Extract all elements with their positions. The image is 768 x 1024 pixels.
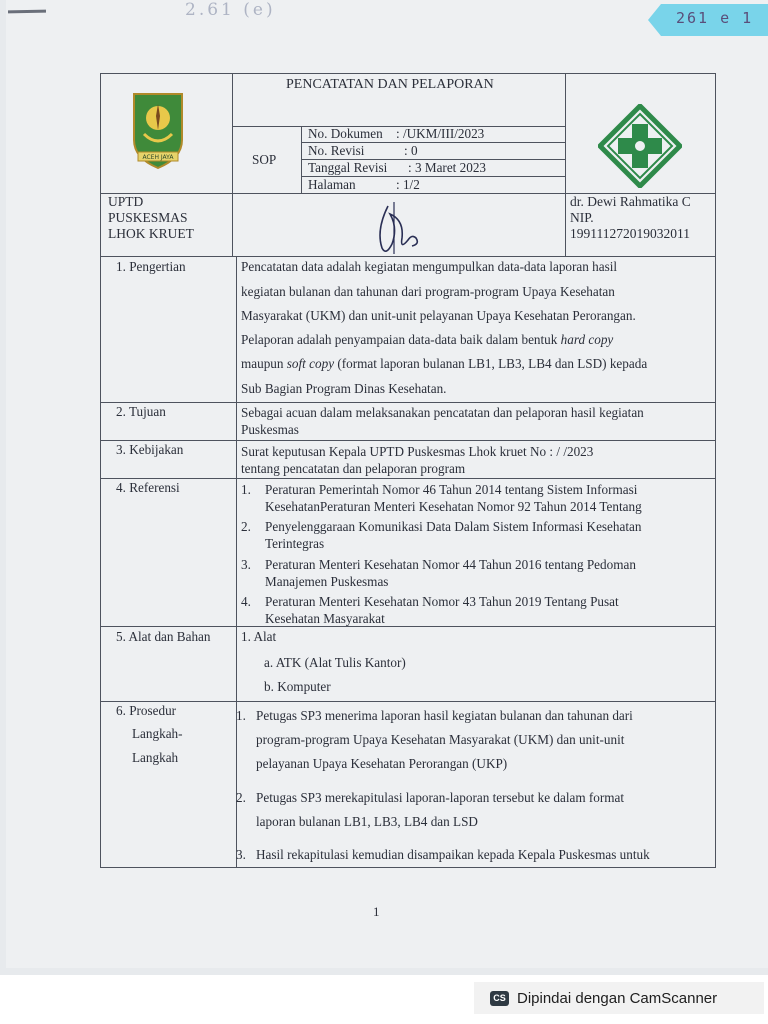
referensi-line: KesehatanPeraturan Menteri Kesehatan Nomor 92 Tahun 2014 Tentang <box>265 499 642 514</box>
camscanner-icon: CS <box>490 991 509 1006</box>
prosedur-line: pelayanan Upaya Kesehatan Perorangan (UKP) <box>256 756 508 771</box>
pengertian-line: kegiatan bulanan dan tahunan dari program-program Upaya Kesehatan <box>241 284 615 299</box>
doc-number-label: No. Dokumen <box>308 126 383 141</box>
signature-icon <box>368 200 428 260</box>
pengertian-line: Pelaporan adalah penyampaian data-data baik dalam bentuk hard copy <box>241 332 614 347</box>
section-label-referensi: 4. Referensi <box>116 480 180 495</box>
prosedur-line: program-program Upaya Kesehatan Masyarakat (UKM) dan unit-unit <box>256 732 625 747</box>
revision-date-value: : 3 Maret 2023 <box>408 160 487 175</box>
referensi-line: Manajemen Puskesmas <box>265 574 389 589</box>
org-line-3: LHOK KRUET <box>108 226 194 241</box>
prosedur-number: 2. <box>236 790 246 805</box>
handwritten-note: 2.61 (e) <box>185 0 276 20</box>
prosedur-number: 3. <box>236 847 246 862</box>
revision-date-label: Tanggal Revisi <box>308 160 388 175</box>
camscanner-text: Dipindai dengan CamScanner <box>517 989 718 1007</box>
page-value: : 1/2 <box>396 177 420 192</box>
prosedur-line: Hasil rekapitulasi kemudian disampaikan kepada Kepala Puskesmas untuk <box>256 847 650 862</box>
referensi-number: 2. <box>241 519 251 534</box>
section-label-prosedur: Langkah- <box>132 726 183 741</box>
referensi-line: Peraturan Menteri Kesehatan Nomor 43 Tahun 2019 Tentang Pusat <box>265 594 619 609</box>
section-label-prosedur: Langkah <box>132 750 179 765</box>
org-line-1: UPTD <box>108 194 144 209</box>
signer-nip-label: NIP. <box>570 210 594 225</box>
section-label-prosedur: 6. Prosedur <box>116 703 177 718</box>
kebijakan-line: tentang pencatatan dan pelaporan program <box>241 461 466 476</box>
tujuan-line: Puskesmas <box>241 422 299 437</box>
pengertian-line: Pencatatan data adalah kegiatan mengumpulkan data-data laporan hasil <box>241 259 618 274</box>
camscanner-label <box>474 984 717 1012</box>
referensi-number: 1. <box>241 482 251 497</box>
puskesmas-logo-icon <box>598 104 682 188</box>
corner-tab-label: 261 e 1 <box>676 9 754 27</box>
page-label: Halaman <box>308 177 356 192</box>
referensi-line: Peraturan Menteri Kesehatan Nomor 44 Tahun 2016 tentang Pedoman <box>265 557 636 572</box>
org-line-2: PUSKESMAS <box>108 210 188 225</box>
signer-name: dr. Dewi Rahmatika C <box>570 194 691 209</box>
prosedur-line: Petugas SP3 merekapitulasi laporan-laporan tersebut ke dalam format <box>256 790 625 805</box>
section-label-kebijakan: 3. Kebijakan <box>116 442 184 457</box>
aceh-jaya-emblem-icon <box>126 90 190 170</box>
tujuan-line: Sebagai acuan dalam melaksanakan pencatatan dan pelaporan hasil kegiatan <box>241 405 644 420</box>
section-label-pengertian: 1. Pengertian <box>116 259 186 274</box>
page-number: 1 <box>373 904 380 919</box>
prosedur-line: Petugas SP3 menerima laporan hasil kegiatan bulanan dan tahunan dari <box>256 708 633 723</box>
referensi-number: 3. <box>241 557 251 572</box>
referensi-line: Penyelenggaraan Komunikasi Data Dalam Sistem Informasi Kesehatan <box>265 519 642 534</box>
prosedur-number: 1. <box>236 708 246 723</box>
referensi-line: Terintegras <box>265 536 325 551</box>
kebijakan-line: Surat keputusan Kepala UPTD Puskesmas Lhok kruet No : / /2023 <box>241 444 594 459</box>
referensi-line: Kesehatan Masyarakat <box>265 611 385 626</box>
pengertian-line: Masyarakat (UKM) dan unit-unit pelayanan Upaya Kesehatan Perorangan. <box>241 308 636 323</box>
emblem-caption: ACEH JAYA <box>142 154 174 161</box>
doc-number-value: : /UKM/III/2023 <box>396 126 485 141</box>
section-label-tujuan: 2. Tujuan <box>116 404 166 419</box>
pengertian-line: maupun soft copy (format laporan bulanan LB1, LB3, LB4 dan LSD) kepada <box>241 356 648 371</box>
alat-sub-item: b. Komputer <box>264 679 331 694</box>
alat-item: 1. Alat <box>241 629 277 644</box>
signer-nip: 199111272019032011 <box>570 226 690 241</box>
referensi-line: Peraturan Pemerintah Nomor 46 Tahun 2014 tentang Sistem Informasi <box>265 482 638 497</box>
sop-label: SOP <box>252 152 277 167</box>
document-title: PENCATATAN DAN PELAPORAN <box>286 77 494 92</box>
alat-sub-item: a. ATK (Alat Tulis Kantor) <box>264 655 406 670</box>
revision-value: : 0 <box>404 143 418 158</box>
section-label-alat: 5. Alat dan Bahan <box>116 629 211 644</box>
pengertian-line: Sub Bagian Program Dinas Kesehatan. <box>241 381 447 396</box>
prosedur-line: laporan bulanan LB1, LB3, LB4 dan LSD <box>256 814 478 829</box>
revision-label: No. Revisi <box>308 143 365 158</box>
referensi-number: 4. <box>241 594 251 609</box>
